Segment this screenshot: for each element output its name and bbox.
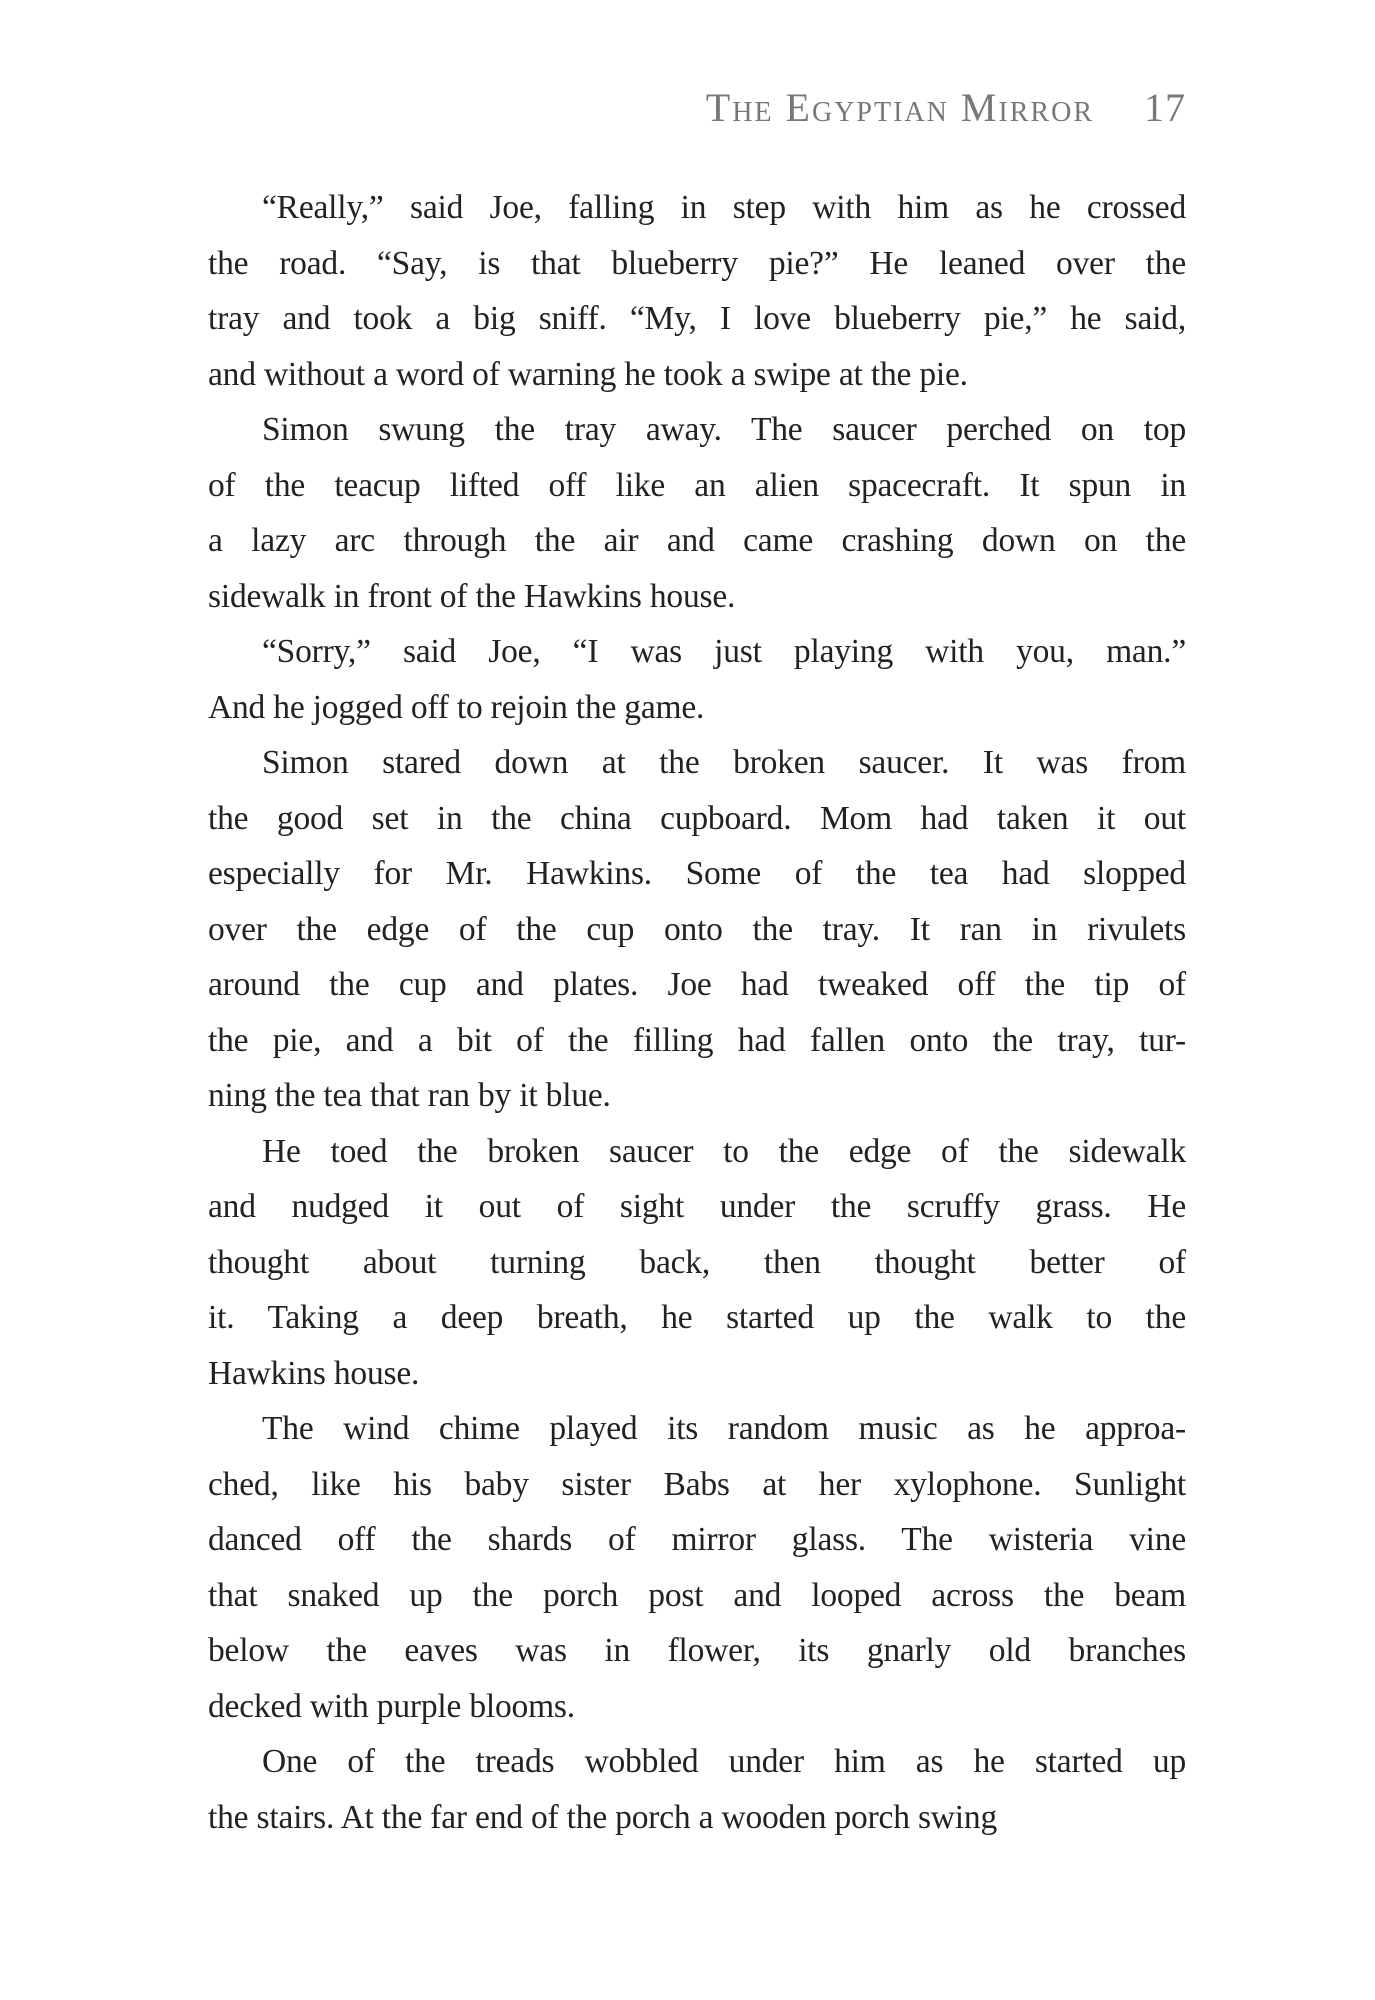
text-line: ning the tea that ran by it blue. xyxy=(208,1077,611,1114)
text-line: ched, like his baby sister Babs at her xylophone. Sunlight xyxy=(208,1465,1186,1503)
text-line: around the cup and plates. Joe had tweaked off the tip of xyxy=(208,966,1186,1003)
text-line: that snaked up the porch post and looped across the beam xyxy=(208,1576,1186,1614)
text-line: over the edge of the cup onto the tray. It ran in rivulets xyxy=(208,910,1186,948)
text-line: the stairs. At the far end of the porch a wooden porch swing xyxy=(208,1798,997,1836)
text-line: Simon stared down at the broken saucer. It was from xyxy=(262,744,1186,781)
text-line: the road. “Say, is that blueberry pie?” He leaned over the xyxy=(208,244,1186,282)
text-line: and nudged it out of sight under the scruffy grass. He xyxy=(208,1188,1186,1225)
paragraph xyxy=(208,402,1186,624)
page-number: 17 xyxy=(1144,85,1186,130)
text-line: it. Taking a deep breath, he started up the walk to the xyxy=(208,1299,1186,1336)
text-line: below the eaves was in flower, its gnarly old branches xyxy=(208,1632,1186,1669)
paragraph xyxy=(208,1401,1186,1734)
page-body xyxy=(208,180,1186,1845)
text-line: tray and took a big sniff. “My, I love blueberry pie,” he said, xyxy=(208,300,1186,337)
text-line: He toed the broken saucer to the edge of the sidewalk xyxy=(262,1132,1186,1170)
text-line: And he jogged off to rejoin the game. xyxy=(208,688,705,726)
text-line: sidewalk in front of the Hawkins house. xyxy=(208,577,736,615)
text-line: The wind chime played its random music as he approa- xyxy=(262,1410,1186,1447)
text-line: thought about turning back, then thought better of xyxy=(208,1243,1186,1281)
text-line: One of the treads wobbled under him as he started up xyxy=(262,1743,1186,1780)
text-line: “Really,” said Joe, falling in step with him as he crossed xyxy=(262,189,1186,226)
paragraph xyxy=(208,1124,1186,1402)
text-line: a lazy arc through the air and came crashing down on the xyxy=(208,522,1186,559)
text-line: “Sorry,” said Joe, “I was just playing with you, man.” xyxy=(262,633,1186,670)
text-line: and without a word of warning he took a swipe at the pie. xyxy=(208,355,968,393)
text-line: Hawkins house. xyxy=(208,1354,420,1392)
paragraph xyxy=(208,1734,1186,1845)
running-header-title: The Egyptian Mirror xyxy=(705,85,1094,130)
text-line: especially for Mr. Hawkins. Some of the tea had slopped xyxy=(208,855,1186,892)
text-line: decked with purple blooms. xyxy=(208,1687,575,1725)
paragraph xyxy=(208,180,1186,402)
text-line: of the teacup lifted off like an alien spacecraft. It spun in xyxy=(208,466,1186,504)
paragraph xyxy=(208,624,1186,735)
paragraph xyxy=(208,735,1186,1124)
text-line: danced off the shards of mirror glass. The wisteria vine xyxy=(208,1521,1186,1558)
text-line: the good set in the china cupboard. Mom had taken it out xyxy=(208,799,1186,837)
running-header xyxy=(208,85,1186,130)
text-line: Simon swung the tray away. The saucer perched on top xyxy=(262,411,1186,448)
text-line: the pie, and a bit of the filling had fallen onto the tray, tur- xyxy=(208,1021,1186,1059)
